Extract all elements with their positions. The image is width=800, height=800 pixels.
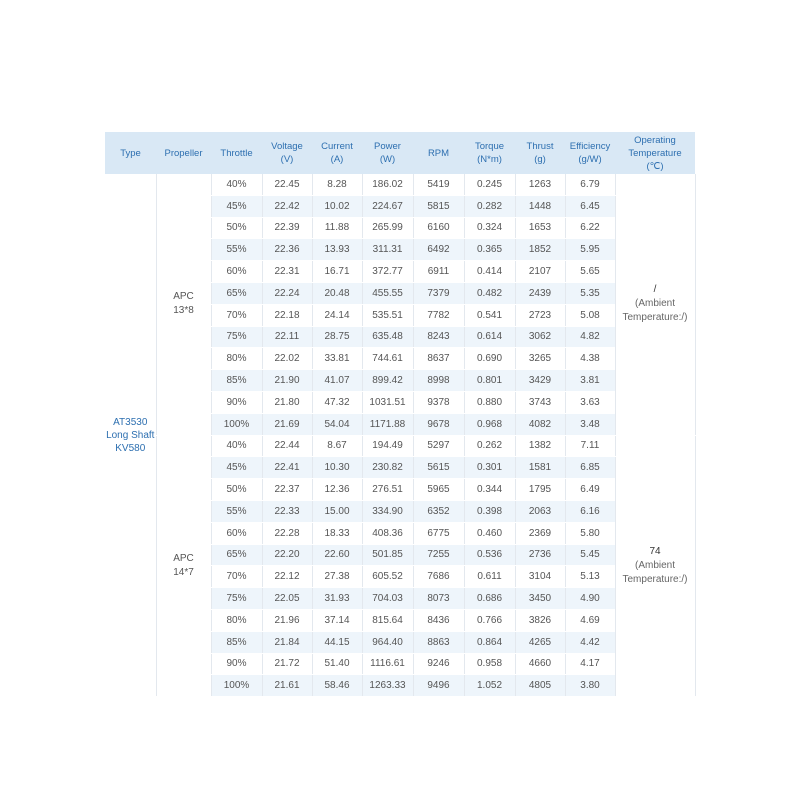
data-cell-voltage: 22.41 [262, 457, 312, 479]
motor-test-table-container [105, 132, 695, 697]
data-cell-thrust: 1795 [515, 479, 565, 501]
data-cell-thrust: 2063 [515, 500, 565, 522]
column-header-voltage: Voltage (V) [262, 132, 312, 174]
operating-temperature-cell [615, 435, 695, 697]
data-cell-rpm: 8637 [413, 348, 464, 370]
data-cell-torque: 0.344 [464, 479, 515, 501]
data-cell-thrust: 1852 [515, 239, 565, 261]
temperature-value: / [653, 284, 657, 296]
data-cell-thrust: 2369 [515, 522, 565, 544]
data-cell-torque: 0.324 [464, 217, 515, 239]
data-cell-throttle: 90% [211, 653, 262, 675]
data-cell-torque: 0.414 [464, 261, 515, 283]
data-cell-efficiency: 6.49 [565, 479, 615, 501]
column-header-current: Current (A) [312, 132, 362, 174]
data-cell-current: 24.14 [312, 304, 362, 326]
data-cell-efficiency: 4.82 [565, 326, 615, 348]
data-cell-rpm: 6492 [413, 239, 464, 261]
data-cell-throttle: 55% [211, 500, 262, 522]
data-cell-efficiency: 4.38 [565, 348, 615, 370]
data-cell-current: 31.93 [312, 588, 362, 610]
data-cell-throttle: 90% [211, 391, 262, 413]
column-header-torque: Torque (N*m) [464, 132, 515, 174]
data-cell-voltage: 22.44 [262, 435, 312, 457]
data-cell-efficiency: 4.69 [565, 609, 615, 631]
data-cell-efficiency: 3.80 [565, 675, 615, 697]
data-cell-torque: 0.282 [464, 195, 515, 217]
data-cell-thrust: 1448 [515, 195, 565, 217]
data-cell-torque: 0.301 [464, 457, 515, 479]
data-cell-throttle: 50% [211, 479, 262, 501]
data-cell-power: 1031.51 [362, 391, 413, 413]
data-cell-efficiency: 5.45 [565, 544, 615, 566]
data-cell-voltage: 21.84 [262, 631, 312, 653]
data-cell-throttle: 75% [211, 326, 262, 348]
data-cell-thrust: 3826 [515, 609, 565, 631]
data-cell-rpm: 8998 [413, 370, 464, 392]
data-cell-torque: 0.262 [464, 435, 515, 457]
data-cell-current: 8.28 [312, 174, 362, 195]
data-cell-voltage: 22.36 [262, 239, 312, 261]
data-cell-voltage: 22.31 [262, 261, 312, 283]
data-cell-thrust: 3265 [515, 348, 565, 370]
data-cell-voltage: 21.72 [262, 653, 312, 675]
column-header-power: Power (W) [362, 132, 413, 174]
data-cell-voltage: 22.37 [262, 479, 312, 501]
data-cell-torque: 0.880 [464, 391, 515, 413]
data-cell-torque: 0.245 [464, 174, 515, 195]
data-cell-current: 54.04 [312, 413, 362, 435]
data-cell-efficiency: 5.13 [565, 566, 615, 588]
data-cell-current: 28.75 [312, 326, 362, 348]
data-cell-throttle: 100% [211, 675, 262, 697]
data-cell-efficiency: 3.48 [565, 413, 615, 435]
data-cell-rpm: 8436 [413, 609, 464, 631]
table-row [105, 174, 695, 195]
data-cell-rpm: 9678 [413, 413, 464, 435]
data-cell-rpm: 7782 [413, 304, 464, 326]
data-cell-power: 535.51 [362, 304, 413, 326]
data-cell-current: 47.32 [312, 391, 362, 413]
data-cell-throttle: 40% [211, 174, 262, 195]
data-cell-torque: 0.968 [464, 413, 515, 435]
data-cell-current: 11.88 [312, 217, 362, 239]
data-cell-efficiency: 6.45 [565, 195, 615, 217]
data-cell-current: 33.81 [312, 348, 362, 370]
data-cell-efficiency: 3.63 [565, 391, 615, 413]
data-cell-current: 44.15 [312, 631, 362, 653]
data-cell-voltage: 22.42 [262, 195, 312, 217]
data-cell-thrust: 4660 [515, 653, 565, 675]
data-cell-efficiency: 3.81 [565, 370, 615, 392]
data-cell-efficiency: 5.80 [565, 522, 615, 544]
ambient-temperature-note: (Ambient Temperature:/) [622, 298, 688, 324]
data-cell-power: 964.40 [362, 631, 413, 653]
data-cell-power: 408.36 [362, 522, 413, 544]
column-header-propeller: Propeller [156, 132, 211, 174]
data-cell-current: 16.71 [312, 261, 362, 283]
data-cell-efficiency: 5.08 [565, 304, 615, 326]
data-cell-thrust: 2736 [515, 544, 565, 566]
data-cell-voltage: 21.96 [262, 609, 312, 631]
data-cell-power: 501.85 [362, 544, 413, 566]
data-cell-rpm: 6160 [413, 217, 464, 239]
data-cell-power: 230.82 [362, 457, 413, 479]
data-cell-throttle: 40% [211, 435, 262, 457]
data-cell-thrust: 1653 [515, 217, 565, 239]
propeller-label: APC 13*8 [173, 291, 194, 317]
motor-test-table [105, 132, 696, 697]
data-cell-current: 22.60 [312, 544, 362, 566]
data-cell-torque: 0.541 [464, 304, 515, 326]
data-cell-current: 58.46 [312, 675, 362, 697]
column-header-throttle: Throttle [211, 132, 262, 174]
data-cell-thrust: 3104 [515, 566, 565, 588]
data-cell-voltage: 22.02 [262, 348, 312, 370]
motor-type-cell [105, 174, 156, 697]
data-cell-torque: 0.801 [464, 370, 515, 392]
data-cell-thrust: 1263 [515, 174, 565, 195]
data-cell-throttle: 45% [211, 195, 262, 217]
data-cell-voltage: 21.61 [262, 675, 312, 697]
data-cell-rpm: 8073 [413, 588, 464, 610]
data-cell-current: 18.33 [312, 522, 362, 544]
data-cell-current: 13.93 [312, 239, 362, 261]
data-cell-torque: 1.052 [464, 675, 515, 697]
data-cell-voltage: 21.69 [262, 413, 312, 435]
data-cell-torque: 0.398 [464, 500, 515, 522]
column-header-operating-temperature: Operating Temperature (℃) [615, 132, 695, 174]
data-cell-current: 10.02 [312, 195, 362, 217]
data-cell-voltage: 22.12 [262, 566, 312, 588]
data-cell-power: 1263.33 [362, 675, 413, 697]
data-cell-power: 815.64 [362, 609, 413, 631]
data-cell-efficiency: 4.90 [565, 588, 615, 610]
data-cell-throttle: 55% [211, 239, 262, 261]
data-cell-rpm: 7379 [413, 282, 464, 304]
data-cell-efficiency: 6.22 [565, 217, 615, 239]
data-cell-current: 51.40 [312, 653, 362, 675]
ambient-temperature-note: (Ambient Temperature:/) [622, 559, 688, 585]
data-cell-throttle: 65% [211, 282, 262, 304]
data-cell-thrust: 3429 [515, 370, 565, 392]
data-cell-current: 10.30 [312, 457, 362, 479]
column-header-thrust: Thrust (g) [515, 132, 565, 174]
data-cell-power: 899.42 [362, 370, 413, 392]
data-cell-voltage: 22.28 [262, 522, 312, 544]
data-cell-thrust: 1581 [515, 457, 565, 479]
data-cell-current: 37.14 [312, 609, 362, 631]
data-cell-voltage: 22.45 [262, 174, 312, 195]
data-cell-efficiency: 4.17 [565, 653, 615, 675]
data-cell-rpm: 5965 [413, 479, 464, 501]
data-cell-power: 744.61 [362, 348, 413, 370]
data-cell-throttle: 100% [211, 413, 262, 435]
column-header-rpm: RPM [413, 132, 464, 174]
data-cell-throttle: 65% [211, 544, 262, 566]
data-cell-rpm: 6911 [413, 261, 464, 283]
data-cell-torque: 0.686 [464, 588, 515, 610]
data-cell-rpm: 7255 [413, 544, 464, 566]
data-cell-thrust: 2107 [515, 261, 565, 283]
data-cell-efficiency: 6.16 [565, 500, 615, 522]
data-cell-power: 334.90 [362, 500, 413, 522]
data-cell-efficiency: 5.65 [565, 261, 615, 283]
data-cell-thrust: 2723 [515, 304, 565, 326]
data-cell-power: 224.67 [362, 195, 413, 217]
data-cell-efficiency: 6.79 [565, 174, 615, 195]
data-cell-throttle: 45% [211, 457, 262, 479]
data-cell-torque: 0.536 [464, 544, 515, 566]
data-cell-thrust: 4265 [515, 631, 565, 653]
data-cell-power: 311.31 [362, 239, 413, 261]
table-row [105, 435, 695, 457]
data-cell-power: 635.48 [362, 326, 413, 348]
data-cell-thrust: 3450 [515, 588, 565, 610]
data-cell-torque: 0.958 [464, 653, 515, 675]
data-cell-voltage: 22.11 [262, 326, 312, 348]
data-cell-thrust: 3062 [515, 326, 565, 348]
data-cell-current: 12.36 [312, 479, 362, 501]
data-cell-rpm: 9246 [413, 653, 464, 675]
data-cell-rpm: 7686 [413, 566, 464, 588]
data-cell-torque: 0.482 [464, 282, 515, 304]
data-cell-torque: 0.864 [464, 631, 515, 653]
data-cell-torque: 0.611 [464, 566, 515, 588]
data-cell-throttle: 50% [211, 217, 262, 239]
data-cell-rpm: 5419 [413, 174, 464, 195]
data-cell-thrust: 4805 [515, 675, 565, 697]
data-cell-power: 276.51 [362, 479, 413, 501]
data-cell-power: 1116.61 [362, 653, 413, 675]
data-cell-rpm: 5815 [413, 195, 464, 217]
data-cell-power: 265.99 [362, 217, 413, 239]
data-cell-rpm: 6352 [413, 500, 464, 522]
data-cell-throttle: 70% [211, 304, 262, 326]
data-cell-torque: 0.365 [464, 239, 515, 261]
propeller-cell [156, 435, 211, 697]
data-cell-voltage: 22.39 [262, 217, 312, 239]
propeller-cell [156, 174, 211, 435]
data-cell-throttle: 60% [211, 261, 262, 283]
propeller-label: APC 14*7 [173, 552, 194, 578]
data-cell-torque: 0.460 [464, 522, 515, 544]
data-cell-power: 186.02 [362, 174, 413, 195]
data-cell-efficiency: 5.35 [565, 282, 615, 304]
data-cell-voltage: 22.24 [262, 282, 312, 304]
data-cell-rpm: 6775 [413, 522, 464, 544]
data-cell-rpm: 5615 [413, 457, 464, 479]
data-cell-power: 194.49 [362, 435, 413, 457]
data-cell-rpm: 9496 [413, 675, 464, 697]
data-cell-power: 1171.88 [362, 413, 413, 435]
table-body [105, 174, 695, 697]
data-cell-power: 605.52 [362, 566, 413, 588]
data-cell-current: 27.38 [312, 566, 362, 588]
column-header-type: Type [105, 132, 156, 174]
data-cell-efficiency: 5.95 [565, 239, 615, 261]
data-cell-power: 372.77 [362, 261, 413, 283]
temperature-value: 74 [649, 545, 661, 557]
data-cell-current: 20.48 [312, 282, 362, 304]
data-cell-torque: 0.614 [464, 326, 515, 348]
data-cell-efficiency: 7.11 [565, 435, 615, 457]
data-cell-torque: 0.766 [464, 609, 515, 631]
data-cell-rpm: 5297 [413, 435, 464, 457]
data-cell-voltage: 22.18 [262, 304, 312, 326]
data-cell-efficiency: 4.42 [565, 631, 615, 653]
data-cell-voltage: 21.80 [262, 391, 312, 413]
data-cell-voltage: 22.20 [262, 544, 312, 566]
data-cell-thrust: 1382 [515, 435, 565, 457]
data-cell-voltage: 21.90 [262, 370, 312, 392]
data-cell-throttle: 75% [211, 588, 262, 610]
data-cell-torque: 0.690 [464, 348, 515, 370]
column-header-efficiency: Efficiency (g/W) [565, 132, 615, 174]
data-cell-throttle: 80% [211, 348, 262, 370]
data-cell-rpm: 8863 [413, 631, 464, 653]
data-cell-current: 8.67 [312, 435, 362, 457]
data-cell-rpm: 9378 [413, 391, 464, 413]
motor-type-label: AT3530 Long Shaft KV580 [106, 416, 155, 454]
data-cell-thrust: 4082 [515, 413, 565, 435]
data-cell-current: 15.00 [312, 500, 362, 522]
data-cell-throttle: 85% [211, 370, 262, 392]
data-cell-current: 41.07 [312, 370, 362, 392]
data-cell-thrust: 3743 [515, 391, 565, 413]
data-cell-throttle: 80% [211, 609, 262, 631]
data-cell-rpm: 8243 [413, 326, 464, 348]
data-cell-thrust: 2439 [515, 282, 565, 304]
header-row [105, 132, 695, 174]
data-cell-voltage: 22.05 [262, 588, 312, 610]
data-cell-throttle: 85% [211, 631, 262, 653]
operating-temperature-cell [615, 174, 695, 435]
data-cell-throttle: 70% [211, 566, 262, 588]
data-cell-throttle: 60% [211, 522, 262, 544]
data-cell-power: 704.03 [362, 588, 413, 610]
data-cell-efficiency: 6.85 [565, 457, 615, 479]
data-cell-power: 455.55 [362, 282, 413, 304]
data-cell-voltage: 22.33 [262, 500, 312, 522]
